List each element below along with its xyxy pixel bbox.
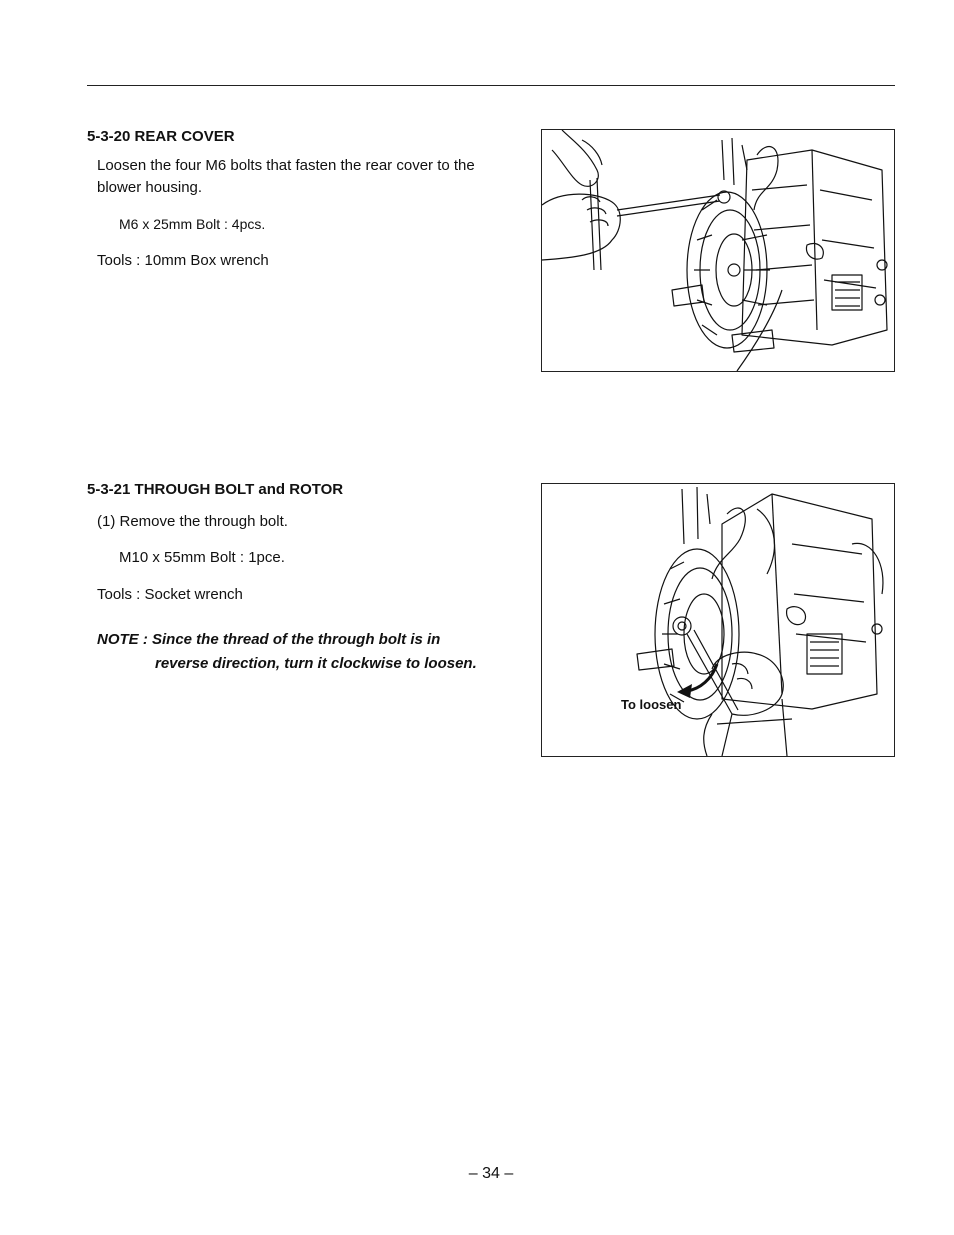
- rear-cover-illustration: [542, 130, 894, 371]
- to-loosen-label: To loosen: [621, 697, 682, 712]
- rear-cover-instruction-line1: Loosen the four M6 bolts that fasten the rear cover to the: [97, 157, 475, 174]
- through-bolt-illustration: [542, 484, 894, 756]
- page-number: – 34 –: [468, 1165, 514, 1182]
- through-bolt-bolt-spec: M10 x 55mm Bolt : 1pce.: [119, 549, 285, 566]
- header-rule: [87, 85, 895, 86]
- rear-cover-tools: Tools : 10mm Box wrench: [97, 252, 269, 269]
- rear-cover-instruction: [97, 155, 475, 199]
- section-heading-rear-cover: 5-3-20 REAR COVER: [87, 128, 235, 145]
- rear-cover-bolt-spec: M6 x 25mm Bolt : 4pcs.: [119, 216, 266, 232]
- through-bolt-note: [97, 628, 477, 676]
- rear-cover-instruction-line2: blower housing.: [97, 179, 203, 196]
- through-bolt-step1: (1) Remove the through bolt.: [97, 513, 288, 530]
- through-bolt-tools: Tools : Socket wrench: [97, 586, 243, 603]
- section-heading-through-bolt: 5-3-21 THROUGH BOLT and ROTOR: [87, 481, 344, 498]
- through-bolt-figure: [541, 483, 895, 757]
- rear-cover-figure: [541, 129, 895, 372]
- note-line1: NOTE : Since the thread of the through bolt is in: [97, 631, 441, 648]
- note-line2: reverse direction, turn it clockwise to loosen.: [155, 655, 477, 672]
